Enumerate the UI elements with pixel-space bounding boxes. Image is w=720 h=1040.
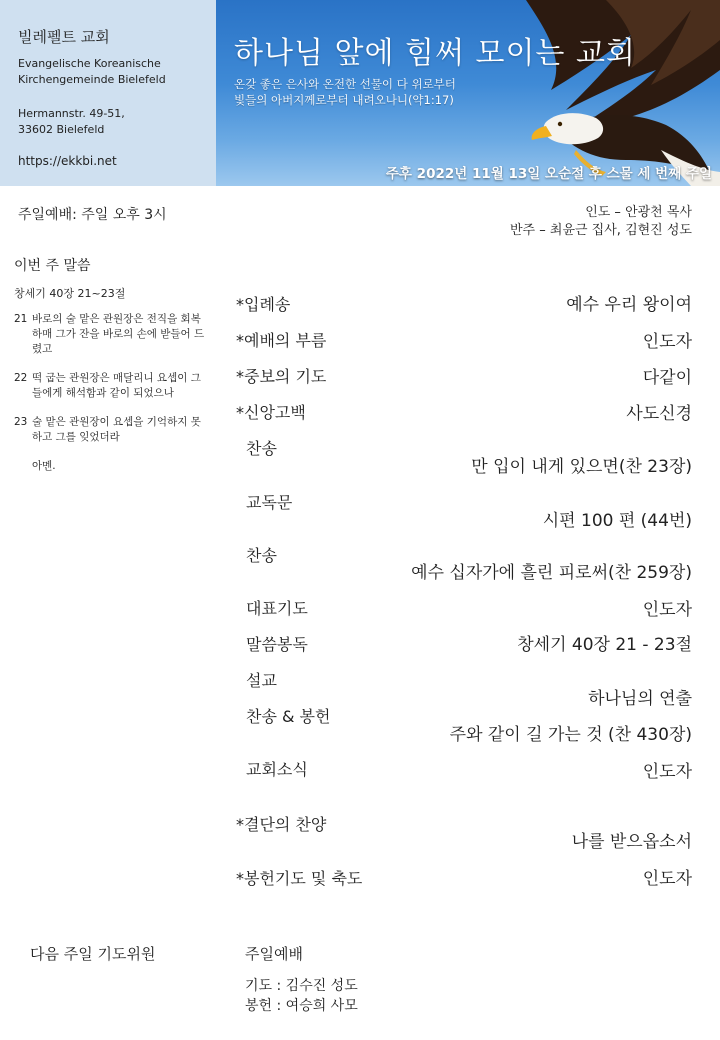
order-value: 시편 100 편 (44번) (542, 511, 692, 531)
order-value: 하나님의 연출 (588, 689, 692, 709)
order-value: 나를 받으옵소서 (571, 832, 692, 852)
order-value: 만 입이 내게 있으면(찬 23장) (471, 457, 692, 477)
church-name-german-1: Evangelische Koreanische (18, 57, 161, 70)
verse-text: 술 맡은 관원장이 요셉을 기억하지 못하고 그를 잊었더라 (32, 416, 201, 443)
order-label: 찬송 (246, 546, 277, 565)
order-label: *예배의 부름 (236, 331, 327, 350)
verse-number: 21 (14, 313, 28, 325)
order-label: *신앙고백 (236, 403, 306, 422)
order-label: 설교 (246, 671, 277, 690)
order-label: *중보의 기도 (236, 367, 327, 386)
order-label: *입례송 (236, 295, 291, 314)
order-value: 주와 같이 길 가는 것 (찬 430장) (449, 725, 692, 745)
verse-text: 떡 굽는 관원장은 매달리니 요셉이 그들에게 해석함과 같이 되었으나 (32, 372, 201, 399)
order-label: *봉헌기도 및 축도 (236, 869, 363, 888)
amen-text: 아멘. (32, 460, 56, 472)
order-label: 교독문 (246, 493, 293, 512)
order-label: 찬송 (246, 439, 277, 458)
worship-time: 주일예배: 주일 오후 3시 (18, 207, 167, 223)
banner-date: 주후 2022년 11월 13일 오순절 후 스물 세 번째 주일 (385, 166, 712, 182)
offering-assignment: 봉헌 : 여승희 사모 (245, 998, 358, 1014)
prayer-assignment: 기도 : 김수진 성도 (245, 978, 358, 994)
header-banner (216, 0, 720, 186)
verse-number: 22 (14, 372, 28, 384)
leader-line: 인도 – 안광천 목사 (585, 205, 692, 220)
accompanist-line: 반주 – 최윤근 집사, 김현진 성도 (510, 223, 692, 238)
order-value: 창세기 40장 21 - 23절 (517, 635, 692, 655)
church-name-german-2: Kirchengemeinde Bielefeld (18, 73, 166, 86)
website-link[interactable]: https://ekkbi.net (18, 154, 117, 168)
scripture-verses (14, 312, 210, 474)
banner-verse-line-2: 빛들의 아버지께로부터 내려오나니(약1:17) (234, 93, 454, 107)
order-value: 다같이 (642, 368, 692, 388)
order-value: 인도자 (642, 869, 692, 889)
banner-title: 하나님 앞에 힘써 모이는 교회 (234, 36, 636, 71)
banner-verse-line-1: 온갖 좋은 은사와 온전한 선물이 다 위로부터 (234, 77, 456, 91)
banner-verse (234, 76, 456, 108)
next-week-service: 주일예배 (245, 945, 303, 963)
verse-item (14, 371, 210, 401)
order-value: 예수 십자가에 흘린 피로써(찬 259장) (411, 563, 692, 583)
next-week-assignments (245, 976, 358, 1016)
order-value: 인도자 (642, 332, 692, 352)
order-value: 사도신경 (626, 404, 692, 424)
order-label: 찬송 & 봉헌 (246, 707, 331, 726)
address-street: Hermannstr. 49-51, (18, 107, 125, 120)
order-label: 말씀봉독 (246, 635, 308, 654)
address-city: 33602 Bielefeld (18, 123, 105, 136)
weekly-word-title: 이번 주 말씀 (14, 258, 91, 274)
order-label: 대표기도 (246, 599, 308, 618)
service-leaders (510, 204, 692, 240)
verse-item (14, 312, 210, 357)
next-week-prayer-title: 다음 주일 기도위원 (30, 945, 156, 963)
order-value: 예수 우리 왕이여 (566, 295, 692, 315)
order-label: 교회소식 (246, 760, 308, 779)
order-label: *결단의 찬양 (236, 815, 327, 834)
order-value: 인도자 (642, 762, 692, 782)
verse-text: 바로의 술 맡은 관원장은 전직을 회복하매 그가 잔을 바로의 손에 받들어 드렸고 (32, 313, 205, 355)
verse-number: 23 (14, 416, 28, 428)
church-info-panel (0, 0, 216, 186)
verse-item (14, 415, 210, 445)
order-value: 인도자 (642, 600, 692, 620)
church-name: 빌레펠트 교회 (18, 28, 110, 46)
weekly-word-reference: 창세기 40장 21~23절 (14, 287, 126, 300)
